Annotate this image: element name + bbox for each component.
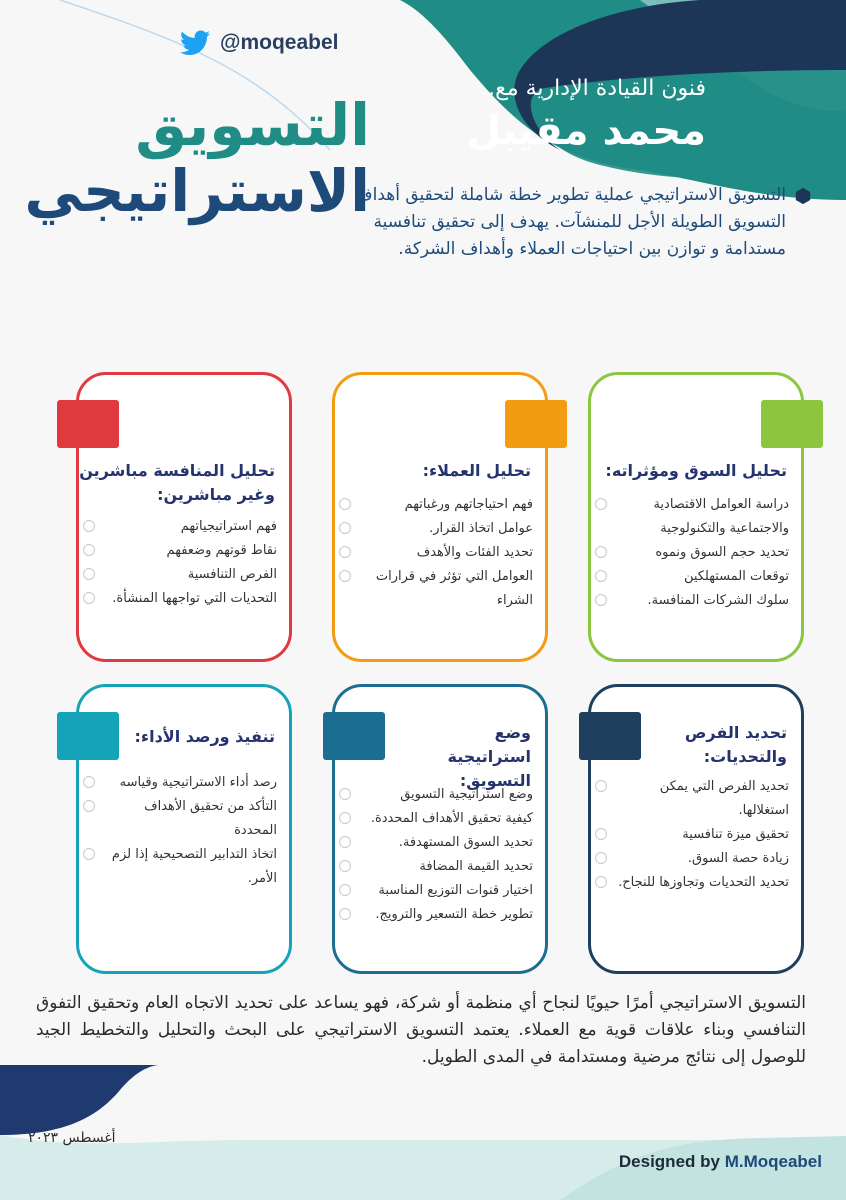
list-item: زيادة حصة السوق. [595, 847, 791, 871]
card-tab [761, 400, 823, 448]
card-tab [505, 400, 567, 448]
twitter-handle[interactable] [180, 30, 339, 56]
card-title: تحليل المنافسة مباشرين وغير مباشرين: [79, 461, 275, 504]
list-item: تحقيق ميزة تنافسية [595, 823, 791, 847]
card-list [339, 783, 535, 927]
card-title: تحليل السوق ومؤثراته: [605, 461, 787, 480]
list-item: سلوك الشركات المنافسة. [595, 589, 791, 613]
list-item: دراسة العوامل الاقتصادية والاجتماعية والتكنولوجية [595, 493, 791, 541]
main-title-line2: الاستراتيجي [24, 157, 370, 225]
list-item: تحديد القيمة المضافة [339, 855, 535, 879]
card-opportunities-challenges [588, 684, 804, 974]
header-subtitle: فنون القيادة الإدارية مع.. [481, 76, 706, 101]
card-customer-analysis [332, 372, 548, 662]
list-item: الفرص التنافسية [83, 563, 279, 587]
card-marketing-strategy [332, 684, 548, 974]
list-item: وضع استراتيجية التسويق [339, 783, 535, 807]
list-item: التأكد من تحقيق الأهداف المحددة [83, 795, 279, 843]
card-title: وضع استراتيجية التسويق: [447, 723, 531, 790]
card-list [83, 515, 279, 611]
credit-prefix: Designed by [618, 1152, 725, 1171]
list-item: العوامل التي تؤثر في قرارات الشراء [339, 565, 535, 613]
designer-credit [619, 1152, 822, 1172]
list-item: اتخاذ التدابير التصحيحية إذا لزم الأمر. [83, 843, 279, 891]
card-tab [579, 712, 641, 760]
card-competition-analysis [76, 372, 292, 662]
list-item: رصد أداء الاستراتيجية وقياسه [83, 771, 279, 795]
card-title: تحديد الفرص والتحديات: [684, 723, 787, 766]
list-item: اختيار قنوات التوزيع المناسبة [339, 879, 535, 903]
list-item: تحديد الفرص التي يمكن استغلالها. [595, 775, 791, 823]
credit-name: M.Moqeabel [724, 1152, 822, 1171]
card-list [595, 775, 791, 895]
card-tab [57, 400, 119, 448]
list-item: تحديد حجم السوق ونموه [595, 541, 791, 565]
list-item: فهم استراتيجياتهم [83, 515, 279, 539]
list-item: التحديات التي تواجهها المنشأة. [83, 587, 279, 611]
list-item: تطوير خطة التسعير والترويج. [339, 903, 535, 927]
main-title-line1: التسويق [135, 91, 370, 159]
hexagon-bullet-icon [794, 187, 812, 205]
conclusion-paragraph: التسويق الاستراتيجي أمرًا حيويًا لنجاح أي منظمة أو شركة، فهو يساعد على تحديد الاتجاه العام وتحقيق التفوق التنافسي وبناء علاقات قوية مع العملاء. يعتمد التسويق الاستراتيجي على البحث والتحليل والتخطيط الجيد للوصول إلى نتائج مرضية ومستدامة في المدى الطويل. [36, 993, 806, 1067]
publish-date: أغسطس ٢٠٢٣ [28, 1130, 116, 1146]
list-item: كيفية تحقيق الأهداف المحددة. [339, 807, 535, 831]
list-item: عوامل اتخاذ القرار. [339, 517, 535, 541]
card-list [83, 771, 279, 891]
list-item: توقعات المستهلكين [595, 565, 791, 589]
card-implementation-monitoring [76, 684, 292, 974]
list-item: نقاط قوتهم وضعفهم [83, 539, 279, 563]
twitter-bird-icon [180, 30, 210, 56]
card-title: تنفيذ ورصد الأداء: [134, 727, 275, 746]
card-title: تحليل العملاء: [422, 461, 531, 480]
card-tab [323, 712, 385, 760]
list-item: تحديد السوق المستهدفة. [339, 831, 535, 855]
card-tab [57, 712, 119, 760]
twitter-handle-text: @moqeabel [220, 31, 339, 54]
card-list [339, 493, 535, 613]
list-item: فهم احتياجاتهم ورغباتهم [339, 493, 535, 517]
card-market-analysis [588, 372, 804, 662]
intro-paragraph: التسويق الاستراتيجي عملية تطوير خطة شاملة لتحقيق أهداف التسويق الطويلة الأجل للمنشآت. يهدف إلى تحقيق تنافسية مستدامة و توازن بين احتياجات العملاء وأهداف الشركة. [354, 185, 786, 259]
list-item: تحديد الفئات والأهدف [339, 541, 535, 565]
card-list [595, 493, 791, 613]
author-name: محمد مقيبل [466, 108, 706, 154]
list-item: تحديد التحديات وتجاوزها للنجاح. [595, 871, 791, 895]
